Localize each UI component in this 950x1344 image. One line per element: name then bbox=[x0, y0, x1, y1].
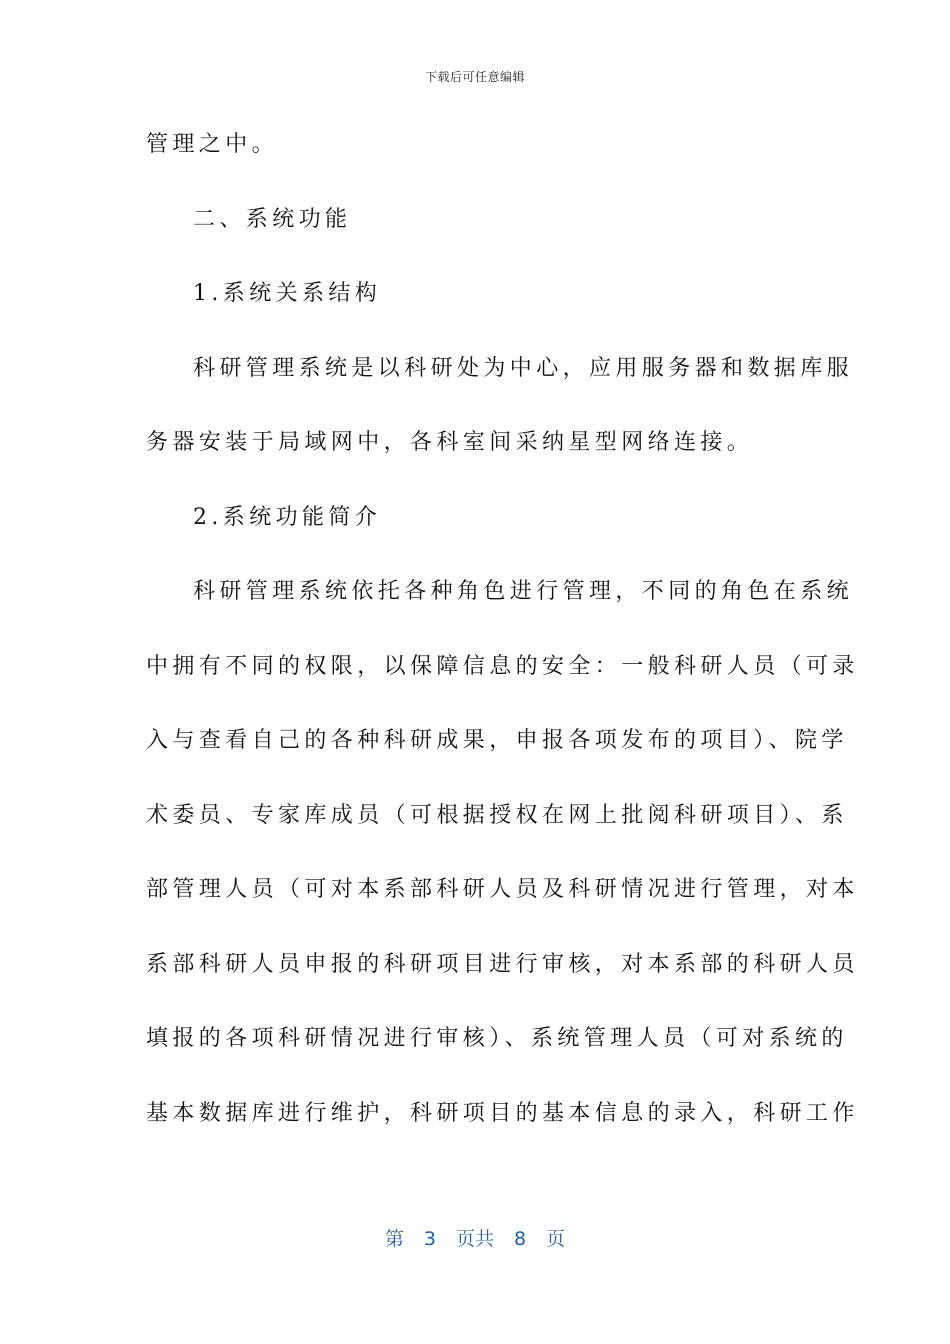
footer-total-pages: 8 bbox=[514, 1228, 527, 1250]
header-note: 下载后可任意编辑 bbox=[424, 70, 525, 84]
text-line-11: 部管理人员（可对本系部科研人员及科研情况进行管理，对本 bbox=[146, 877, 859, 902]
text-line-7: 科研管理系统依托各种角色进行管理，不同的角色在系统 bbox=[193, 579, 854, 604]
section-heading: 二、系统功能 bbox=[193, 206, 352, 232]
footer-current-page: 3 bbox=[423, 1228, 436, 1250]
text-line-14: 基本数据库进行维护，科研项目的基本信息的录入，科研工作 bbox=[146, 1100, 859, 1126]
text-line-10: 术委员、专家库成员（可根据授权在网上批阅科研项目）、系 bbox=[146, 802, 848, 828]
text-line-9: 入与查看自己的各种科研成果，申报各项发布的项目）、院学 bbox=[146, 728, 848, 753]
text-line-12: 系部科研人员申报的科研项目进行审核，对本系部的科研人员 bbox=[146, 951, 859, 977]
footer-prefix: 第 bbox=[384, 1228, 404, 1250]
text-line-4: 科研管理系统是以科研处为中心，应用服务器和数据库服 bbox=[193, 355, 854, 381]
subsection-heading-2: 2.系统功能简介 bbox=[193, 504, 382, 530]
document-body bbox=[146, 125, 859, 1168]
footer-middle: 页共 bbox=[455, 1228, 494, 1250]
subsection-heading-1: 1.系统关系结构 bbox=[193, 281, 382, 306]
text-line-8: 中拥有不同的权限，以保障信息的安全：一般科研人员（可录 bbox=[146, 653, 859, 679]
footer-suffix: 页 bbox=[546, 1228, 566, 1250]
text-line-13: 填报的各项科研情况进行审核）、系统管理人员（可对系统的 bbox=[146, 1026, 848, 1051]
page-footer bbox=[0, 1224, 950, 1251]
text-line-5: 务器安装于局域网中，各科室间采纳星型网络连接。 bbox=[146, 430, 754, 455]
text-line-1: 管理之中。 bbox=[146, 132, 279, 157]
